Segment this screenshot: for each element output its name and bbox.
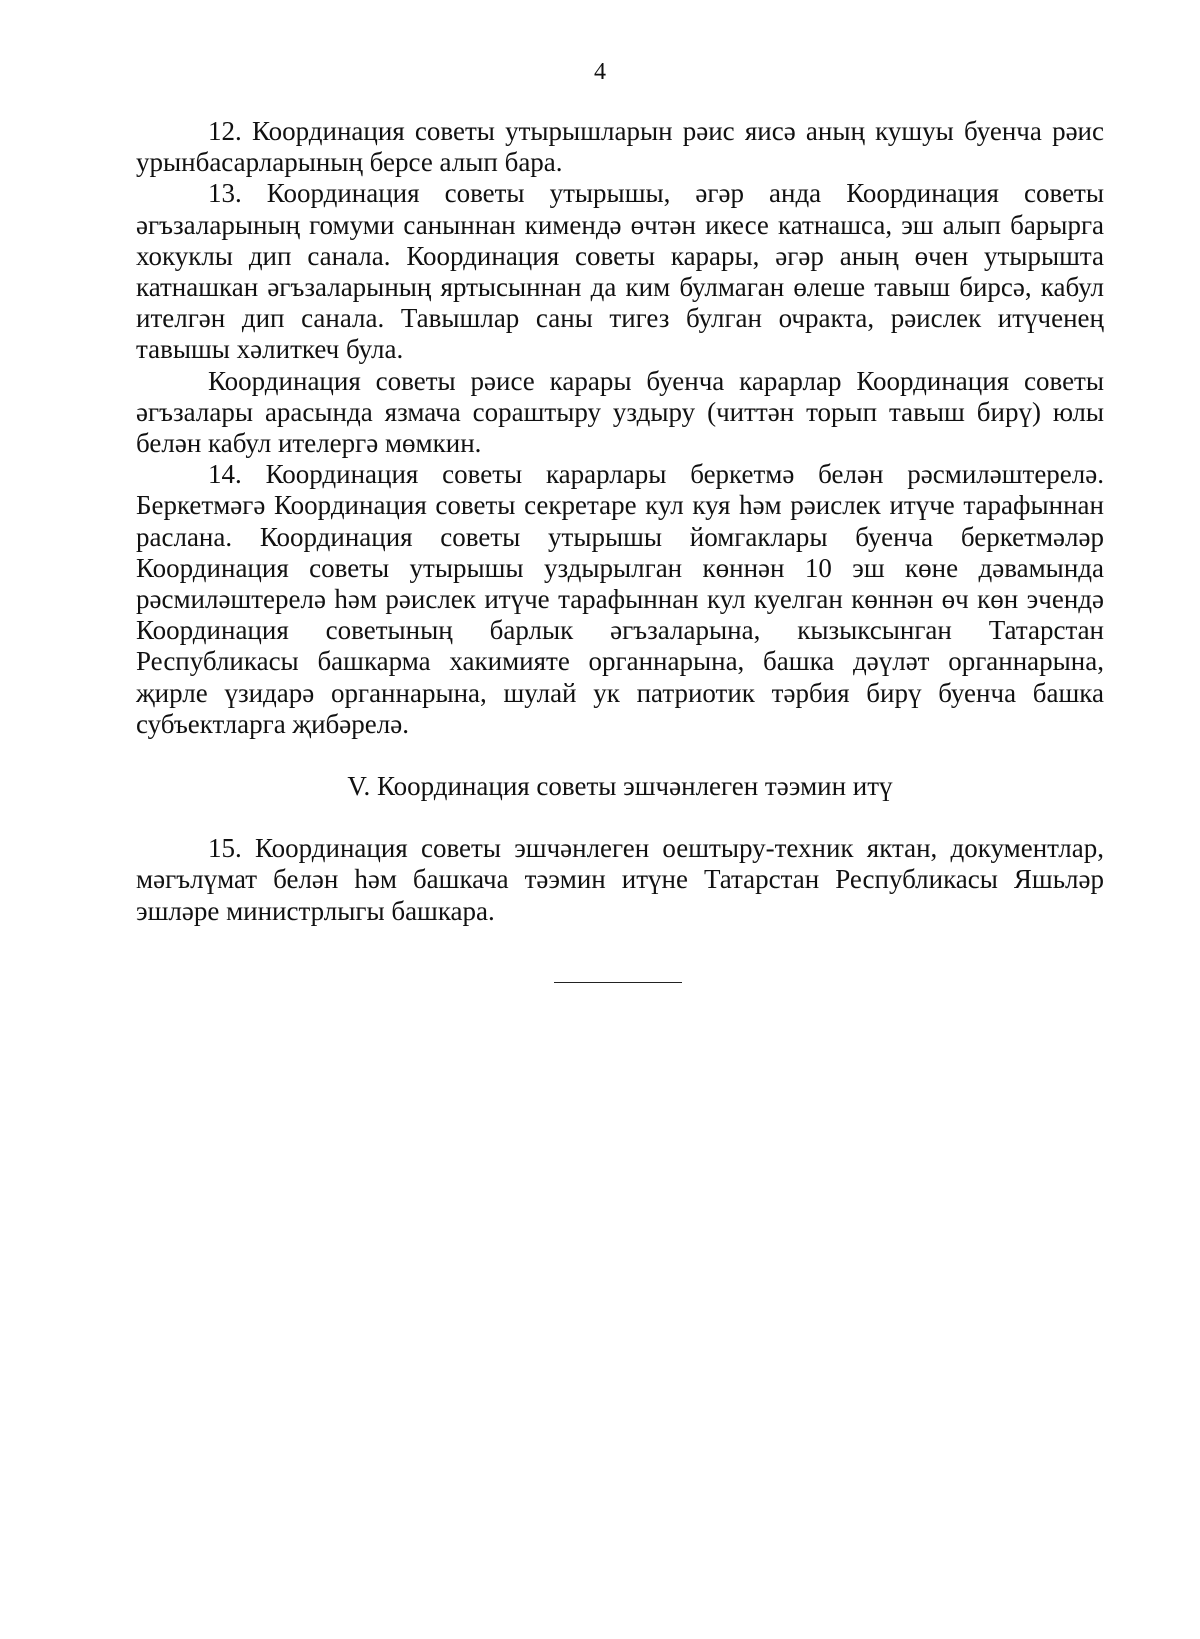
- paragraph-12: 12. Координация советы утырышларын рәис яисә аның кушуы буенча рәис урынбасарларының берсе алып бара.: [136, 116, 1104, 178]
- section-heading: V. Координация советы эшчәнлеген тәэмин итү: [347, 771, 893, 802]
- end-of-document-rule: [554, 982, 682, 983]
- paragraph-13: 13. Координация советы утырышы, әгәр анда Координация советы әгъзаларының гомуми саныннан кимендә өчтән икесе катнашса, эш алып барырга хокуклы дип санала. Координация советы карары, әгәр аның өчен утырышта катнашкан әгъзаларының яртысыннан да ким булмаган өлеше тавыш бирсә, кабул ителгән дип санала. Тавышлар саны тигез булган очракта, рәислек итүченең тавышы хәлиткеч була.: [136, 178, 1104, 365]
- paragraph-13-continued: Координация советы рәисе карары буенча карарлар Координация советы әгъзалары арасында язмача сораштыру уздыру (читтән торып тавыш бирү) юлы белән кабул ителергә мөмкин.: [136, 365, 1104, 459]
- page-number: 4: [594, 59, 606, 85]
- paragraph-14: 14. Координация советы карарлары беркетмә белән рәсмиләштерелә. Беркетмәгә Координация советы секретаре кул куя һәм рәислек итүче тарафыннан раслана. Координация советы утырышы йомгаклары буенча беркетмәләр Координация советы утырышы уздырылган көннән 10 эш көне дәвамында рәсмиләштерелә һәм рәислек итүче тарафыннан кул куелган көннән өч көн эчендә Координация советының барлык әгъзаларына, кызыксынган Татарстан Республикасы башкарма хакимияте органнарына, башка дәүләт органнарына, җирле үзидарә органнарына, шулай ук патриотик тәрбия бирү буенча башка субъектларга җибәрелә.: [136, 459, 1104, 739]
- paragraph-15: 15. Координация советы эшчәнлеген оештыру-техник яктан, документлар, мәгълүмат белән һәм башкача тәэмин итүне Татарстан Республикасы Яшьләр эшләре министрлыгы башкара.: [136, 833, 1104, 926]
- document-body: [136, 116, 1104, 927]
